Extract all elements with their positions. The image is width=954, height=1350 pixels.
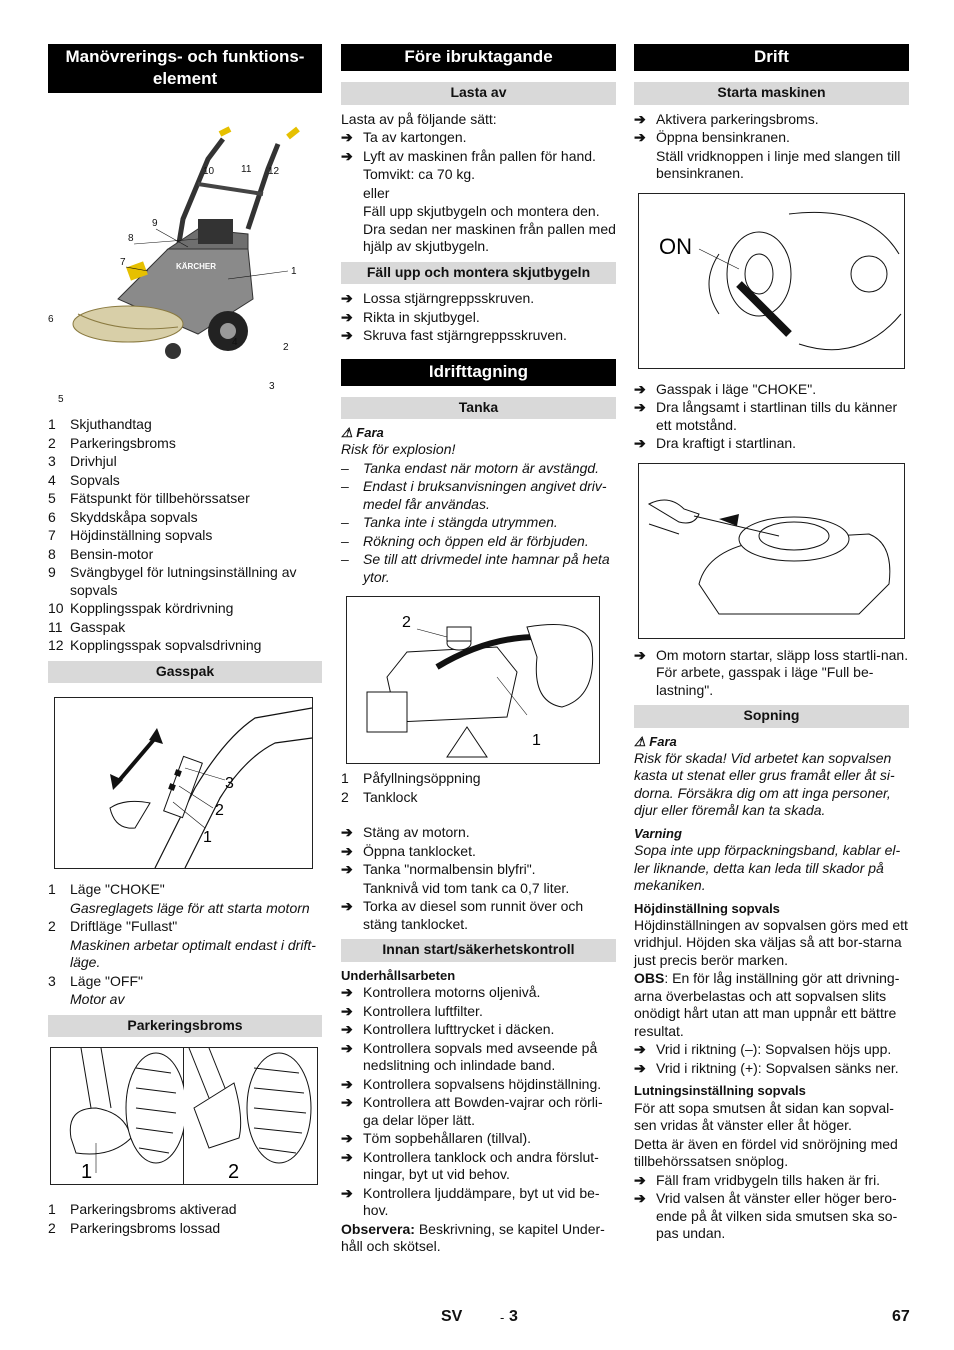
subsection-parkeringsbroms: Parkeringsbroms [48, 1015, 322, 1038]
column-2 [341, 44, 616, 1257]
subsection-safety-check: Innan start/säkerhetskontroll [341, 939, 616, 962]
gas-callout-1: 1 [203, 829, 212, 847]
subsection-fall-upp: Fäll upp och montera skjutbygeln [341, 262, 616, 285]
height-text: Höjdinställningen av sopvalsen görs med ett vridhjul. Höjden ska väljas så att bor-starna just precis berör marken. [634, 916, 908, 968]
brand-logo: KÄRCHER [176, 262, 216, 272]
list-item: ➔ Öppna bensinkranen. [634, 129, 790, 146]
list-item: 1 Läge "CHOKE" [48, 881, 165, 898]
list-item: ➔ Kontrollera ljuddämpare, byt ut vid be-hov. [341, 1184, 600, 1219]
callout-8: 8 [128, 233, 134, 245]
subsection-start: Starta maskinen [634, 82, 909, 105]
danger-heading: ⚠ Fara [634, 733, 677, 749]
start-steps-3 [634, 647, 909, 700]
tilt-text-2: Detta är även en fördel vid snöröjning med tillbehörssatsen snöplog. [634, 1135, 898, 1170]
list-item: ➔ Stäng av motorn. [341, 824, 470, 841]
list-item: ➔ Öppna tanklocket. [341, 842, 476, 859]
tank-parts-list [341, 770, 616, 806]
lasta-alt: Fäll upp skjutbygeln och montera den. Dra sedan ner maskinen från pallen med hjälp av skjutbygeln. [363, 203, 616, 255]
list-item: ➔ Rikta in skjutbygel. [341, 308, 480, 325]
engine-refuel-illustration [347, 597, 599, 763]
start-sub: Ställ vridknoppen i linje med slangen till bensinkranen. [656, 147, 901, 182]
pull-cord-figure [638, 463, 905, 639]
subsection-sopning: Sopning [634, 705, 909, 728]
list-item: ➔ Om motorn startar, släpp loss startli-nan. För arbete, gasspak i läge "Full be-lastning". [634, 646, 909, 698]
list-item: ➔ Aktivera parkeringsbroms. [634, 110, 819, 127]
subsection-tanka: Tanka [341, 397, 616, 420]
warning-triangle-icon: ⚠ [634, 733, 646, 749]
danger-text: Risk för explosion! [341, 441, 456, 458]
tank-figure [346, 596, 600, 764]
list-item: 7 Höjdinställning sopvals [48, 527, 213, 544]
list-item: 2 Parkeringsbroms [48, 434, 176, 451]
subsection-gasspak: Gasspak [48, 661, 322, 684]
gas-lever-figure [54, 697, 313, 869]
footer-dash: - [500, 1310, 505, 1325]
page-number: 67 [892, 1308, 910, 1325]
lasta-intro: Lasta av på följande sätt: [341, 110, 497, 127]
tilt-text-1: För att sopa smutsen åt sidan kan sopval-sen vridas åt vänster eller åt höger. [634, 1099, 894, 1134]
list-item: 1 Skjuthandtag [48, 416, 152, 433]
list-item: 1 Påfyllningsöppning [341, 770, 481, 787]
brake-callout-2: 2 [228, 1161, 240, 1184]
section-title-controls: Manövrerings- och funktions-element [48, 44, 322, 93]
list-item: ➔ Vrid i riktning (+): Sopvalsen sänks ner. [634, 1059, 899, 1076]
callout-3: 3 [269, 381, 275, 393]
observe-note: Observera: Beskrivning, se kapitel Under-håll och skötsel. [341, 1220, 605, 1255]
column-3 [634, 44, 909, 1244]
list-item: 9 Svängbygel för lutningsinställning av sopvals [48, 564, 297, 598]
callout-2: 2 [283, 342, 289, 354]
list-item: ➔ Kontrollera att Bowden-vajrar och rörli-ga delar löper lätt. [341, 1094, 603, 1128]
list-item: ➔ Vrid i riktning (–): Sopvalsen höjs upp. [634, 1041, 892, 1058]
list-item: – Endast i bruksanvisningen angivet driv-medel får användas. [341, 478, 607, 512]
tilt-heading: Lutningsinställning sopvals [634, 1083, 806, 1099]
brake-engaged-panel [50, 1047, 184, 1185]
callout-7: 7 [120, 257, 126, 269]
list-item: ➔ Fäll fram vridbygeln tills haken är fri. [634, 1171, 881, 1188]
list-item: ➔ Torka av diesel som runnit över och stäng tanklocket. [341, 898, 584, 932]
machine-figure [48, 99, 322, 406]
lasta-weight: Tomvikt: ca 70 kg. [363, 166, 476, 183]
list-item: ➔ Dra kraftigt i startlinan. [634, 435, 797, 452]
maintenance-heading: Underhållsarbeten [341, 967, 456, 983]
sweeper-machine-illustration [48, 99, 322, 406]
gas-callout-2: 2 [215, 802, 224, 820]
start-steps-2 [634, 381, 909, 453]
list-item: ➔ Ta av kartongen. [341, 129, 467, 146]
tank-steps [341, 824, 616, 933]
callout-4-label: 4 [232, 337, 238, 349]
list-item: ➔ Tanka "normalbensin blyfri". [341, 861, 536, 878]
pull-cord-illustration [639, 464, 904, 638]
list-item: 1 Parkeringsbroms aktiverad [48, 1201, 237, 1218]
fuel-valve-illustration [639, 194, 904, 368]
list-item: 2 Driftläge "Fullast" [48, 918, 178, 935]
list-item: 6 Skyddskåpa sopvals [48, 508, 198, 525]
caution-text: Sopa inte upp förpackningsband, kablar el-ler liknande, detta kan leda till skador på mekaniken. [634, 842, 901, 894]
callout-5: 5 [58, 394, 64, 406]
list-item-note: Gasreglagets läge för att starta motorn [70, 899, 310, 916]
list-item: 4 Sopvals [48, 471, 120, 488]
list-item-note: Motor av [70, 991, 125, 1008]
height-heading: Höjdinställning sopvals [634, 900, 780, 916]
list-item: ➔ Kontrollera lufttrycket i däcken. [341, 1021, 555, 1038]
obs-note: OBS: En för låg inställning gör att drivning-arna överbelastas och att sopvalsen slits onödigt hårt utan att man uppnår ett bättre resultat. [634, 970, 900, 1039]
fuel-valve-figure [638, 193, 905, 369]
lasta-or: eller [363, 184, 390, 201]
list-item: 2 Parkeringsbroms lossad [48, 1219, 221, 1236]
brake-released-illustration [184, 1048, 316, 1184]
brake-callout-1: 1 [81, 1161, 93, 1184]
gas-callout-3: 3 [225, 775, 234, 793]
tank-callout-2: 2 [402, 614, 411, 632]
callout-1: 1 [291, 266, 297, 278]
list-item: – Tanka endast när motorn är avstängd. [341, 459, 600, 476]
list-item: 3 Läge "OFF" [48, 972, 143, 989]
list-item: ➔ Vrid valsen åt vänster eller höger bero-ende på åt vilken sida smutsen ska so-pas undan. [634, 1190, 898, 1242]
list-item: 11 Gasspak [48, 618, 126, 635]
list-item: – Se till att drivmedel inte hamnar på heta ytor. [341, 551, 610, 585]
brake-engaged-illustration [51, 1048, 183, 1184]
brake-released-panel [184, 1047, 318, 1185]
tank-level-note: Tanknivå vid tom tank ca 0,7 liter. [363, 879, 570, 896]
callout-12: 12 [268, 166, 280, 178]
danger-heading: ⚠ Fara [341, 425, 384, 441]
list-item: ➔ Kontrollera sopvals med avseende på nedslitning och inlindade band. [341, 1039, 598, 1074]
list-item: 3 Drivhjul [48, 453, 117, 470]
callout-6: 6 [48, 314, 54, 326]
list-item: – Rökning och öppen eld är förbjuden. [341, 532, 589, 549]
callout-10: 10 [203, 166, 215, 178]
danger-text: Risk för skada! Vid arbetet kan sopvalsen kasta ut stenat eller grus framåt eller åt si-dorna. Försäkra dig om att inga personer, djur eller föremål kan ta skada. [634, 749, 895, 819]
list-item: ➔ Lossa stjärngreppsskruven. [341, 290, 535, 307]
section-title-commissioning: Idrifttagning [341, 359, 616, 386]
footer-language: SV [441, 1308, 463, 1325]
list-item: ➔ Kontrollera sopvalsens höjdinställning. [341, 1075, 602, 1092]
list-item: 2 Tanklock [341, 788, 418, 805]
list-item: ➔ Skruva fast stjärngreppsskruven. [341, 327, 567, 344]
warning-triangle-icon: ⚠ [341, 425, 353, 441]
list-item: ➔ Kontrollera motorns oljenivå. [341, 984, 541, 1001]
callout-9: 9 [152, 218, 158, 230]
list-item: 5 Fätspunkt för tillbehörssatser [48, 490, 250, 507]
footer-section: 3 [509, 1308, 518, 1325]
list-item: ➔ Gasspak i läge "CHOKE". [634, 380, 817, 397]
list-item: – Tanka inte i stängda utrymmen. [341, 514, 558, 531]
list-item: 10 Kopplingsspak kördrivning [48, 600, 234, 617]
list-item: ➔ Kontrollera tanklock och andra förslut-ningar, byt ut vid behov. [341, 1148, 599, 1183]
list-item: ➔ Lyft av maskinen från pallen för hand. [341, 147, 596, 164]
brake-figure [50, 1047, 322, 1185]
section-title-operation: Drift [634, 44, 909, 71]
column-1 [48, 44, 322, 1238]
subsection-lasta-av: Lasta av [341, 82, 616, 105]
parts-list [48, 416, 322, 655]
gas-lever-illustration [55, 698, 312, 868]
list-item: 12 Kopplingsspak sopvalsdrivning [48, 637, 262, 654]
caution-heading: Varning [634, 825, 682, 841]
callout-11: 11 [241, 164, 252, 176]
list-item: ➔ Kontrollera luftfilter. [341, 1002, 483, 1019]
on-label: ON [659, 233, 692, 259]
tank-callout-1: 1 [532, 732, 541, 750]
list-item: ➔ Töm sopbehållaren (tillval). [341, 1130, 532, 1147]
list-item-note: Maskinen arbetar optimalt endast i drift-läge. [70, 936, 316, 971]
list-item: ➔ Dra långsamt i startlinan tills du känner ett motstånd. [634, 399, 898, 433]
list-item: 8 Bensin-motor [48, 545, 154, 562]
gas-list [48, 881, 322, 1009]
brake-list [48, 1201, 322, 1237]
section-title-before-use: Före ibruktagande [341, 44, 616, 71]
